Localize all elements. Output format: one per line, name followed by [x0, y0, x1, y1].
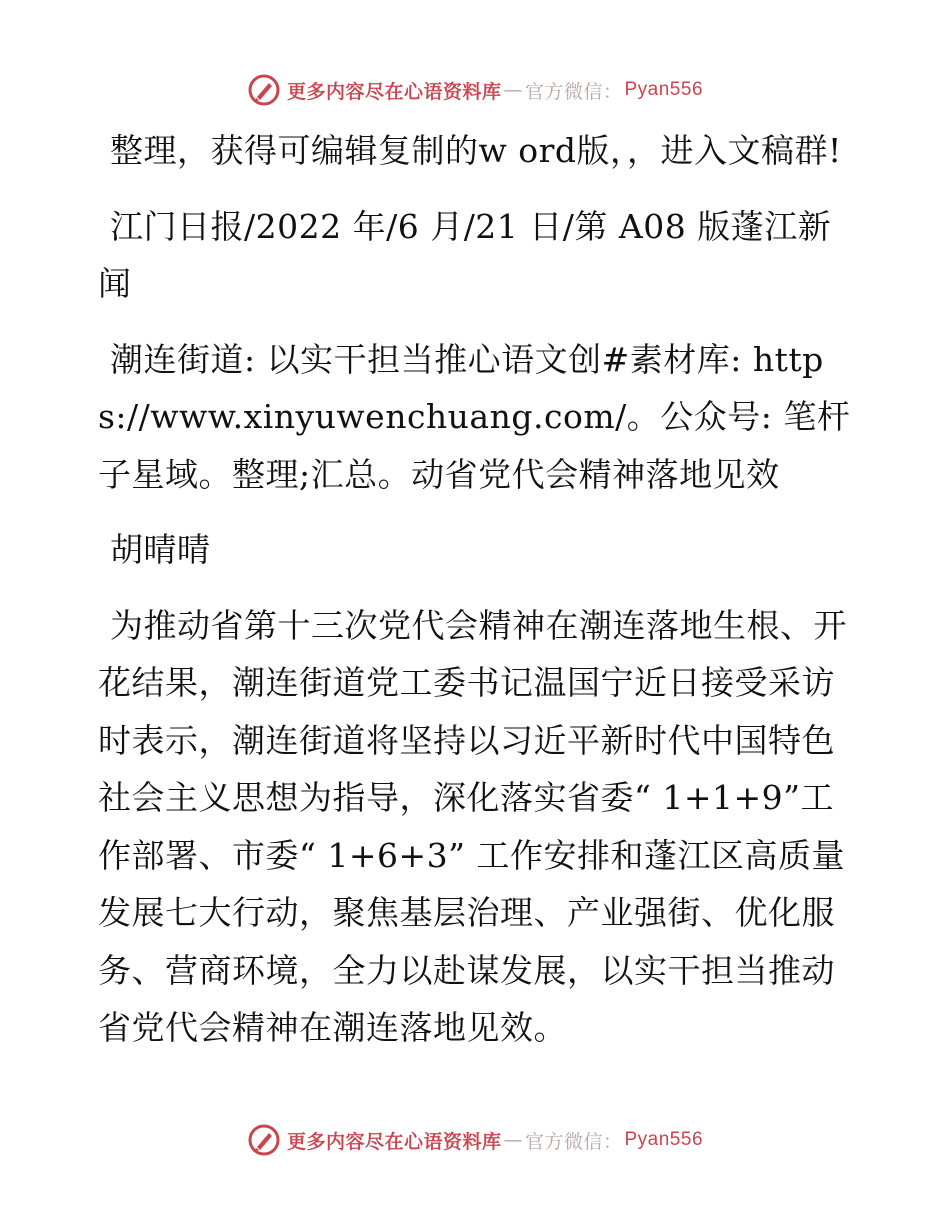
- banner-main-text: 更多内容尽在心语资料库: [286, 1130, 502, 1153]
- paragraph-body: 为推动省第十三次党代会精神在潮连落地生根、开花结果，潮连街道党工委书记温国宁近日接受采访时表示，潮连街道将坚持以习近平新时代中国特色社会主义思想为指导，深化落实省委“ 1+1+9”工作部署、市委“ 1+6+3” 工作安排和蓬江区高质量发展七大行动，聚焦基层治理、产业强街、优化服务、营商环境，全力以赴谋发展，以实干担当推动省党代会精神在潮连落地见效。: [98, 605, 847, 1047]
- paragraph-source: 江门日报/2022 年/6 月/21 日/第 A08 版蓬江新闻: [98, 206, 832, 303]
- brand-logo-icon: [247, 1123, 281, 1157]
- paragraph-author: 胡晴晴: [110, 530, 211, 569]
- banner-dash: —: [503, 79, 523, 101]
- banner-text: [287, 77, 703, 104]
- banner-main-text: 更多内容尽在心语资料库: [286, 80, 502, 103]
- banner-wechat-label: 官方微信：: [524, 1130, 623, 1153]
- banner-text: [287, 1127, 703, 1154]
- paragraph-headline: 潮连街道: 以实干担当推心语文创#素材库: https://www.xinyuwenchuang.com/。公众号: 笔杆子星域。整理;汇总。动省党代会精神落地见效: [98, 339, 851, 494]
- document-body: [98, 122, 858, 1075]
- banner-wechat-label: 官方微信：: [524, 80, 623, 103]
- footer-watermark-banner: [0, 1120, 950, 1160]
- banner-wechat-id: Pyan556: [624, 1129, 704, 1150]
- header-watermark-banner: [0, 70, 950, 110]
- paragraph-intro: 整理，获得可编辑复制的w ord版，，进入文稿群!: [110, 131, 842, 170]
- banner-dash: —: [503, 1129, 523, 1151]
- banner-wechat-id: Pyan556: [624, 79, 704, 100]
- brand-logo-icon: [247, 73, 281, 107]
